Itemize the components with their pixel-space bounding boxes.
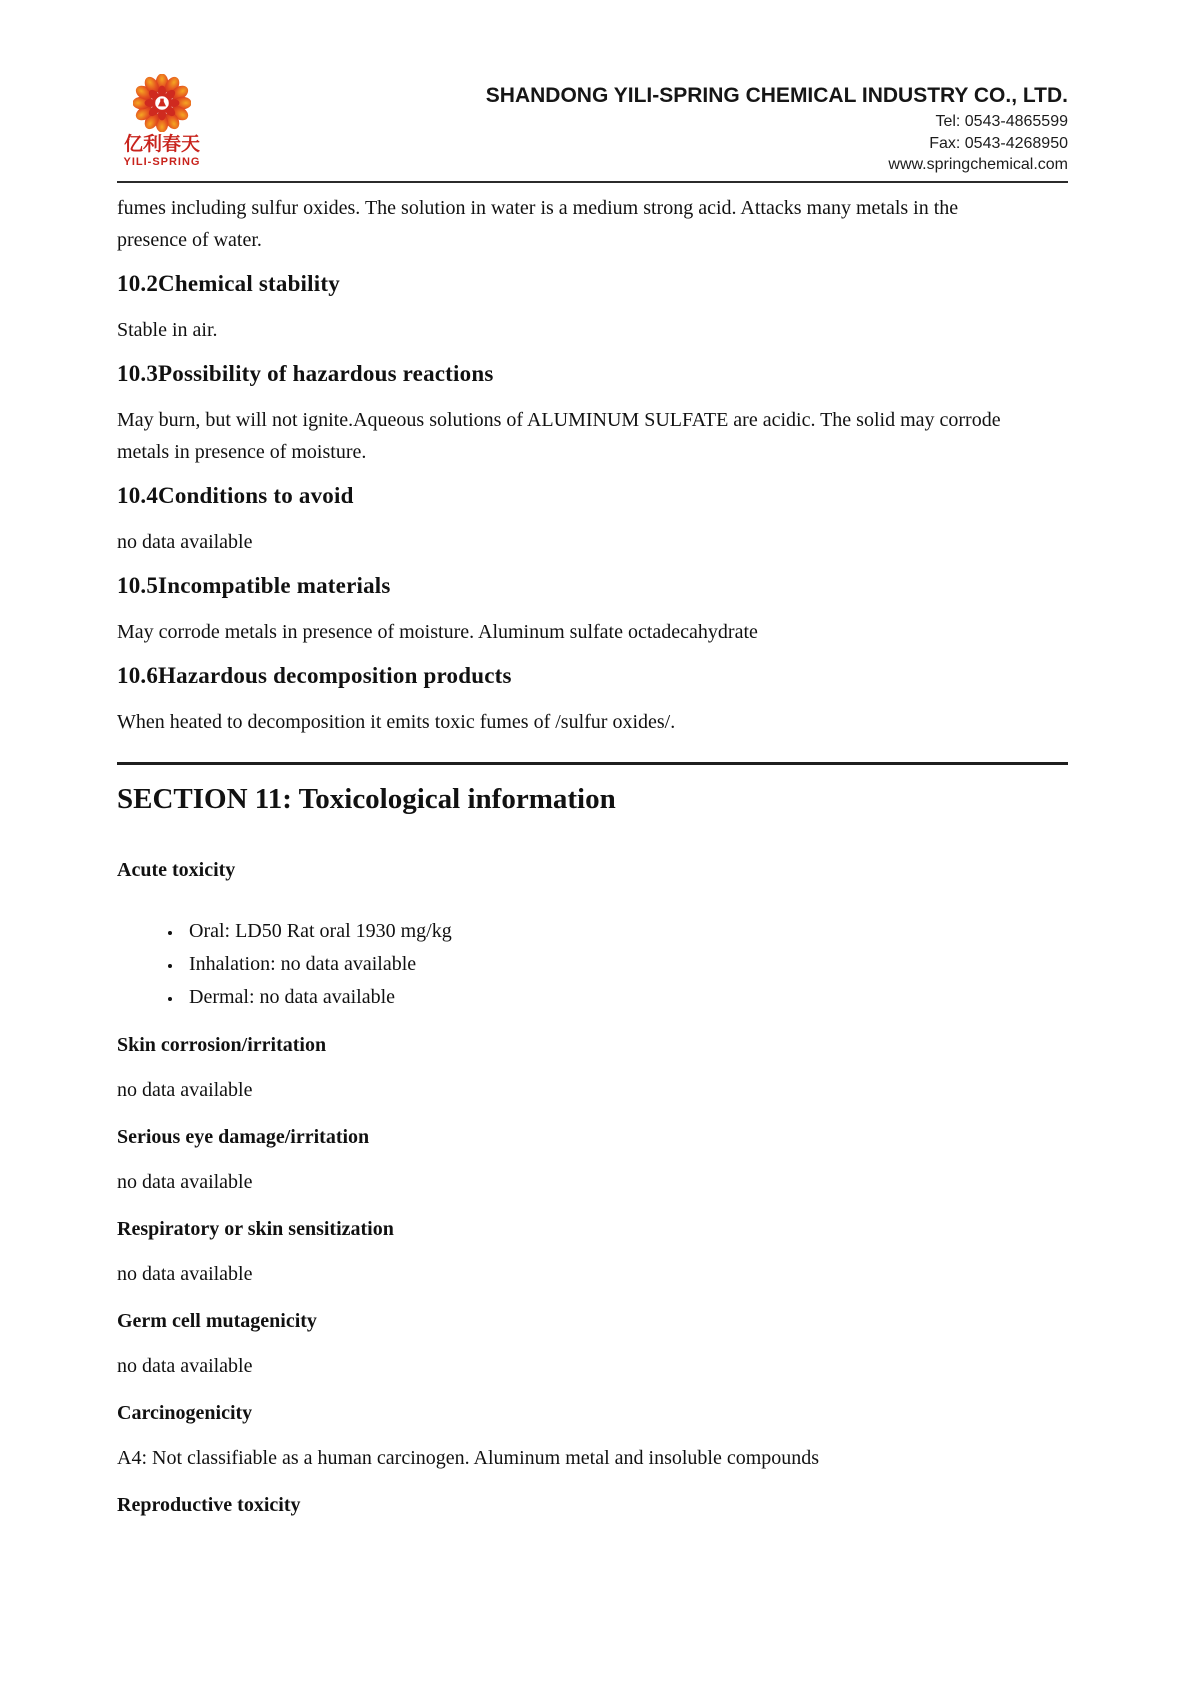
entry-text: no data available	[117, 1079, 253, 1101]
header-contact-block	[486, 84, 1068, 176]
company-website: www.springchemical.com	[888, 156, 1068, 173]
paragraph-line: Stable in air.	[117, 319, 218, 341]
entry-heading-skin-corrosion: Skin corrosion/irritation	[117, 1034, 327, 1056]
entry-text: no data available	[117, 1355, 253, 1377]
logo-latin-name: YILI-SPRING	[123, 156, 201, 168]
heading-10-4: 10.4Conditions to avoid	[117, 483, 354, 508]
entry-text: A4: Not classifiable as a human carcinogen. Aluminum metal and insoluble compounds	[117, 1447, 820, 1469]
entry-heading-sensitization: Respiratory or skin sensitization	[117, 1218, 394, 1240]
intro-paragraph	[117, 192, 1068, 256]
heading-10-2: 10.2Chemical stability	[117, 271, 340, 296]
list-item: • Oral: LD50 Rat oral 1930 mg/kg	[183, 915, 1068, 948]
section-divider	[117, 762, 1068, 765]
list-item: • Dermal: no data available	[183, 981, 1068, 1014]
company-fax: Fax: 0543-4268950	[929, 134, 1068, 152]
company-name: SHANDONG YILI-SPRING CHEMICAL INDUSTRY CO., LTD.	[485, 84, 1068, 107]
text-10-5	[117, 616, 1068, 648]
paragraph-line: no data available	[117, 531, 253, 553]
heading-10-6: 10.6Hazardous decomposition products	[117, 663, 512, 688]
logo-chinese-name: 亿利春天	[123, 134, 200, 155]
heading-10-5: 10.5Incompatible materials	[117, 573, 391, 598]
entry-heading-carcinogenicity: Carcinogenicity	[117, 1402, 253, 1424]
text-10-6	[117, 706, 1068, 738]
paragraph-line: presence of water.	[117, 229, 262, 251]
entry-text: no data available	[117, 1263, 253, 1285]
heading-10-3: 10.3Possibility of hazardous reactions	[117, 361, 494, 386]
section-11-title: SECTION 11: Toxicological information	[117, 783, 616, 815]
company-tel: Tel: 0543-4865599	[935, 113, 1068, 130]
document-body	[117, 183, 1068, 1534]
acute-toxicity-list	[117, 915, 1068, 1014]
entry-heading-mutagenicity: Germ cell mutagenicity	[117, 1310, 317, 1332]
company-logo	[117, 74, 207, 169]
list-item: • Inhalation: no data available	[183, 948, 1068, 981]
entry-text: no data available	[117, 1171, 253, 1193]
text-10-4	[117, 526, 1068, 558]
paragraph-line: May corrode metals in presence of moisture. Aluminum sulfate octadecahydrate	[117, 621, 758, 643]
paragraph-line: metals in presence of moisture.	[117, 441, 367, 463]
paragraph-line: When heated to decomposition it emits toxic fumes of /sulfur oxides/.	[117, 711, 676, 733]
entry-heading-reproductive-toxicity: Reproductive toxicity	[117, 1494, 301, 1516]
flower-logo-icon	[133, 74, 191, 132]
text-10-3	[117, 404, 1068, 468]
acute-toxicity-heading: Acute toxicity	[117, 859, 236, 881]
paragraph-line: May burn, but will not ignite.Aqueous solutions of ALUMINUM SULFATE are acidic. The solid may corrode	[117, 409, 1001, 431]
paragraph-line: fumes including sulfur oxides. The solution in water is a medium strong acid. Attacks many metals in the	[117, 197, 959, 219]
text-10-2	[117, 314, 1068, 346]
entry-heading-eye-damage: Serious eye damage/irritation	[117, 1126, 370, 1148]
